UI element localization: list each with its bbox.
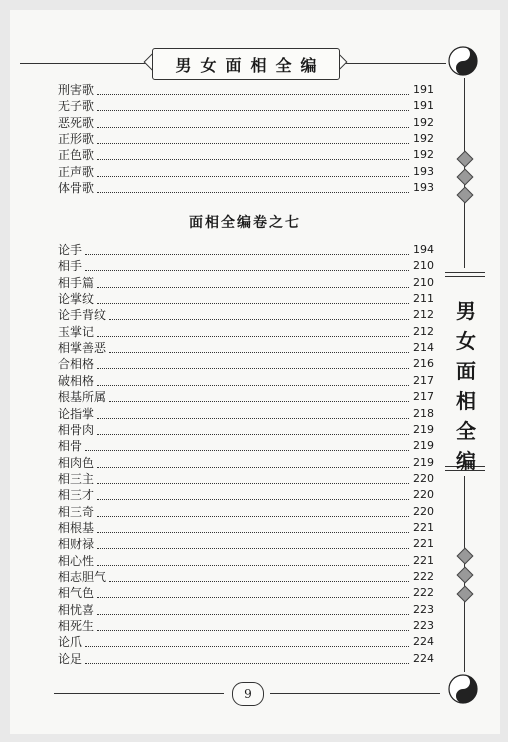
- page-number-text: 9: [244, 687, 252, 701]
- dot-leader: [97, 183, 409, 193]
- dot-leader: [97, 327, 409, 337]
- toc-entry-title: 相骨肉: [58, 422, 95, 437]
- dot-leader: [97, 85, 409, 95]
- side-title-char: 相: [456, 389, 476, 413]
- toc-entry: [58, 569, 434, 585]
- toc-entry-page: 194: [413, 243, 434, 256]
- toc-entry: [58, 438, 434, 454]
- dot-leader: [109, 572, 409, 582]
- yin-yang-icon: [448, 46, 478, 76]
- toc-entry-page: 217: [413, 390, 434, 404]
- toc-entry: [58, 602, 434, 618]
- dot-leader: [97, 507, 409, 517]
- side-title-char: 面: [456, 359, 476, 383]
- toc-entry-title: 论爪: [58, 635, 83, 650]
- toc-entry: [58, 536, 434, 552]
- toc-entry-page: 223: [413, 602, 434, 616]
- toc-entry-title: 相根基: [58, 520, 95, 535]
- dot-leader: [85, 261, 409, 271]
- toc-entry-page: 193: [413, 180, 434, 194]
- toc-entry-page: 222: [413, 570, 434, 583]
- toc-entry-title: 破相格: [58, 373, 95, 388]
- toc-entry: [58, 340, 434, 356]
- dot-leader: [97, 458, 409, 468]
- dot-leader: [97, 134, 409, 144]
- toc-entry: [58, 131, 434, 147]
- toc-entry-title: 体骨歌: [58, 180, 95, 195]
- dot-leader: [97, 539, 409, 549]
- toc-entry-page: 212: [413, 324, 434, 338]
- dot-leader: [97, 409, 409, 419]
- yin-yang-icon: [448, 674, 478, 704]
- toc-entry-page: 210: [413, 275, 434, 289]
- toc-entry: [58, 324, 434, 340]
- toc-entry-title: 论足: [58, 651, 83, 666]
- header-rule-left: [20, 63, 152, 64]
- toc-entry-title: 正色歌: [58, 148, 95, 163]
- side-title-rule-top: [445, 272, 485, 273]
- toc-entry-title: 相三主: [58, 471, 95, 486]
- toc-entry-page: 220: [413, 488, 434, 502]
- toc-entry-title: 相财禄: [58, 537, 95, 552]
- toc-entry: [58, 520, 434, 536]
- side-title-char: 女: [456, 329, 476, 353]
- toc-entry-title: 恶死歌: [58, 115, 95, 130]
- section-heading: 面相全编卷之七: [189, 215, 301, 231]
- toc-entry-title: 相骨: [58, 439, 83, 454]
- toc-entry: [58, 634, 434, 650]
- toc-entry: [58, 651, 434, 667]
- toc-entry-page: 216: [413, 357, 434, 371]
- dot-leader: [97, 588, 409, 598]
- toc-entry: [58, 406, 434, 422]
- toc-entry-page: 191: [413, 83, 434, 96]
- toc-entry-title: 相心性: [58, 553, 95, 568]
- toc-entry-page: 224: [413, 635, 434, 649]
- footer-rule-right: [270, 693, 440, 694]
- toc-entry: [58, 422, 434, 438]
- toc-entry-page: 220: [413, 471, 434, 485]
- dot-leader: [109, 343, 409, 353]
- dot-leader: [97, 376, 409, 386]
- toc-entry-page: 219: [413, 422, 434, 436]
- dot-leader: [85, 654, 409, 664]
- toc-entry-page: 220: [413, 504, 434, 518]
- toc-entry-page: 221: [413, 537, 434, 551]
- toc-entry-title: 相气色: [58, 586, 95, 601]
- toc-entry: [58, 242, 434, 258]
- toc-entry-title: 相三才: [58, 488, 95, 503]
- footer-rule-left: [54, 693, 224, 694]
- toc-entry-title: 合相格: [58, 357, 95, 372]
- toc-entry: [58, 275, 434, 291]
- toc-entry-page: 224: [413, 651, 434, 665]
- toc-entry-title: 相手: [58, 259, 83, 274]
- toc-entry: [58, 147, 434, 163]
- toc-entry-page: 192: [413, 148, 434, 162]
- toc-entry-title: 相三奇: [58, 504, 95, 519]
- toc-entry-title: 相手篇: [58, 275, 95, 290]
- toc-entry-page: 221: [413, 553, 434, 567]
- toc-entry: [58, 553, 434, 569]
- toc-entry: [58, 98, 434, 114]
- dot-leader: [97, 359, 409, 369]
- toc-entry-page: 217: [413, 373, 434, 387]
- toc-entry-page: 222: [413, 586, 434, 600]
- toc-entry-title: 论掌纹: [58, 292, 95, 307]
- side-title-rule-top: [445, 276, 485, 277]
- header-rule-right: [338, 63, 446, 64]
- toc-entry: [58, 471, 434, 487]
- toc-entry-page: 218: [413, 406, 434, 420]
- side-title: [452, 296, 480, 476]
- toc-entry-title: 相死生: [58, 619, 95, 634]
- toc-entry: [58, 180, 434, 196]
- toc-entry-page: 193: [413, 164, 434, 178]
- toc-entry-title: 论手背纹: [58, 308, 107, 323]
- dot-leader: [97, 490, 409, 500]
- toc-entry: [58, 164, 434, 180]
- toc-entry-page: 211: [413, 292, 434, 306]
- toc-entry: [58, 504, 434, 520]
- toc-entry-page: 192: [413, 131, 434, 145]
- dot-leader: [97, 118, 409, 128]
- dot-leader: [97, 556, 409, 566]
- toc-entry-title: 相志胆气: [58, 570, 107, 584]
- dot-leader: [97, 474, 409, 484]
- toc-entry: [58, 356, 434, 372]
- dot-leader: [85, 637, 409, 647]
- toc-entry-page: 191: [413, 99, 434, 113]
- toc-entry: [58, 258, 434, 274]
- dot-leader: [97, 425, 409, 435]
- dot-leader: [85, 441, 409, 451]
- toc-entry-page: 192: [413, 115, 434, 129]
- dot-leader: [85, 245, 409, 255]
- toc-entry-page: 219: [413, 439, 434, 453]
- running-title: 男女面相全编: [175, 55, 326, 75]
- toc-entry-title: 玉掌记: [58, 324, 95, 339]
- toc-entry: [58, 307, 434, 323]
- toc-entry-page: 221: [413, 520, 434, 534]
- toc-entry-title: 相肉色: [58, 455, 95, 470]
- dot-leader: [97, 278, 409, 288]
- toc-entry: [58, 618, 434, 634]
- toc-entry-title: 根基所属: [58, 390, 107, 405]
- toc-entry: [58, 585, 434, 601]
- header-banner: [152, 48, 340, 80]
- toc-entry-page: 210: [413, 259, 434, 273]
- toc-entry-title: 刑害歌: [58, 83, 95, 97]
- side-title-char: 全: [456, 419, 476, 443]
- toc-entry: [58, 389, 434, 405]
- toc-entry-page: 223: [413, 619, 434, 633]
- dot-leader: [97, 523, 409, 533]
- toc-entry-page: 214: [413, 341, 434, 355]
- toc-entry-title: 相忧喜: [58, 602, 95, 617]
- dot-leader: [97, 101, 409, 111]
- toc-entry: [58, 455, 434, 471]
- toc-entry: [58, 487, 434, 503]
- dot-leader: [97, 621, 409, 631]
- dot-leader: [97, 167, 409, 177]
- toc-entry-title: 相掌善恶: [58, 341, 107, 356]
- side-title-char: 男: [456, 299, 476, 323]
- side-title-char: 编: [456, 449, 476, 473]
- toc-entry-title: 正形歌: [58, 131, 95, 146]
- toc-entry: [58, 82, 434, 98]
- toc-entry-page: 212: [413, 308, 434, 322]
- page-number: [232, 682, 264, 706]
- toc-entry: [58, 115, 434, 131]
- toc-entry: [58, 373, 434, 389]
- toc-entry-title: 正声歌: [58, 164, 95, 179]
- dot-leader: [109, 310, 409, 320]
- toc-entry-page: 219: [413, 455, 434, 469]
- toc-entry-title: 论指掌: [58, 406, 95, 421]
- dot-leader: [109, 392, 409, 402]
- dot-leader: [97, 605, 409, 615]
- dot-leader: [97, 150, 409, 160]
- toc-entry-title: 论手: [58, 243, 83, 257]
- toc-entry: [58, 291, 434, 307]
- dot-leader: [97, 294, 409, 304]
- toc-entry-title: 无子歌: [58, 99, 95, 114]
